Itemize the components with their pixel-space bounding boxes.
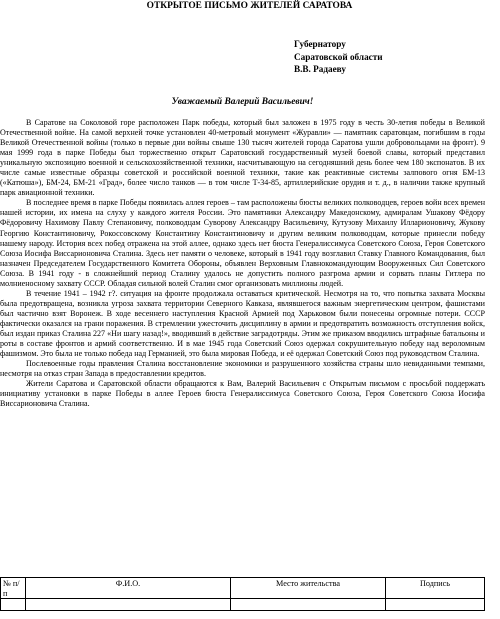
addressee-block (294, 38, 383, 76)
column-signature-header: Подпись (386, 578, 485, 599)
addressee-line-1: Губернатору (294, 39, 346, 49)
signature-cell-residence[interactable] (231, 599, 386, 611)
signature-table-header (1, 578, 485, 599)
signature-cell-signature[interactable] (386, 599, 485, 611)
column-name-header: Ф.И.О. (26, 578, 231, 599)
paragraph-1: В Саратове на Соколовой горе расположен Парк победы, который был заложен в 1975 году в честь 30-летия победы в Великой Отечественной войне. На самой верхней точке установлен 40-метровый монумент «Журавли» — памятник саратовцам, погибшим в годы Великой Отечественной войны (только в первые дни войны свыше 130 тысяч жителей города Саратова ушли добровольцами на фронт). 9 мая 1999 года в парке Победы был торжественно открыт Саратовский государственный музей боевой славы, который представил уникальную экспозицию военной и сельскохозяйственной техники, насчитывающую на сегодняшний день более чем 180 экспонатов. В их числе самые известные образцы советской и российской военной техники, такие как реактивные системы залпового огня БМ-13 («Катюша»), БМ-24, БМ-21 «Град», более число танков — в том числе Т-34-85, артиллерийские орудия и т. д., в наличии также крупный парк авиационной техники. (0, 118, 485, 198)
letter-body (0, 118, 485, 409)
signature-row (1, 599, 485, 611)
signature-cell-number[interactable] (1, 599, 26, 611)
addressee-line-2: Саратовской области (294, 51, 383, 62)
greeting: Уважаемый Валерий Васильевич! (171, 97, 314, 107)
paragraph-4: Послевоенные годы правления Сталина восстановление экономики и разрушенного хозяйства страны шло невиданными темпами, несмотря на отказ стран Запада в предоставлении кредитов. (0, 359, 485, 379)
paragraph-5: Жители Саратова и Саратовской области обращаются к Вам, Валерий Васильевич с Открытым письмом с просьбой поддержать инициативу установки в парке Победы в аллее Героев бюста Генералиссимуса Советского Союза, Героя Советского Союза Иосифа Виссарионовича Сталина. (0, 379, 485, 409)
addressee-line-3: В.В. Радаеву (294, 64, 346, 74)
paragraph-3: В течение 1941 – 1942 г?. ситуация на фронте продолжала оставаться критической. Несмотря на то, что попытка захвата Москвы была предотвращена, возникла угроза захвата территории Северного Кавказа, являвшегося важным энергетическим центром, фашистами был частично взят Воронеж. В ходе весеннего наступления Красной Армией под Харьковом были понесены огромные потери. СССР фактически оказался на грани поражения. В стремлении ужесточить дисциплину в армии и предотвратить возможность отступления войск, был издан приказ Сталина 227 «Ни шагу назад!», вводивший в действие заградотряды. Этим же приказом вводились штрафные батальоны и роты в составе фронтов и армий соответственно. И в мае 1945 года Советский Союз одержал сокрушительную победу над вероломным фашизмом. Это была не только победа над Германией, это была мировая Победа, и её одержал Советский Союз под руководством Сталина. (0, 288, 485, 359)
letter-page (7, 0, 492, 12)
document-title: ОТКРЫТОЕ ПИСЬМО ЖИТЕЛЕЙ САРАТОВА (146, 1, 353, 11)
paragraph-2: В последнее время в парке Победы появилась аллея героев – там расположены бюсты великих полководцев, героев войн всех времен нашей истории, их имена на слуху у каждого жителя России. Это памятники Александру Македонскому, адмиралам Ушакову Фёдору Фёдоровичу Нахимову Павлу Степановичу, полководцам Суворову Александру Васильевичу, Кутузову Михаилу Илларионовичу, Жукову Георгию Константиновичу, Рокоссовскому Константину Константиновичу и другим великим полководцам, которые принесли победу нашему народу. История всех побед отражена на этой аллее, однако здесь нет бюста Генералиссимуса Советского Союза, Героя Советского Союза Иосифа Виссарионовича Сталина. Здесь нет памяти о человеке, который в 1941 году возглавил Ставку Главного Командования, был назначен Председателем Государственного Комитета Обороны, объявлен Верховным Главнокомандующим Вооруженных Сил Советского Союза. В 1941 году - в сложнейший период Сталину удалось не допустить полного разгрома армии и сорвать планы Гитлера по молниеносному захвату СССР. Обладая сильной волей Сталин смог организовать миллионы людей. (0, 198, 485, 288)
signature-cell-name[interactable] (26, 599, 231, 611)
column-residence-header: Место жительства (231, 578, 386, 599)
signature-table (0, 577, 485, 611)
column-number-header: № п/п (1, 578, 26, 599)
